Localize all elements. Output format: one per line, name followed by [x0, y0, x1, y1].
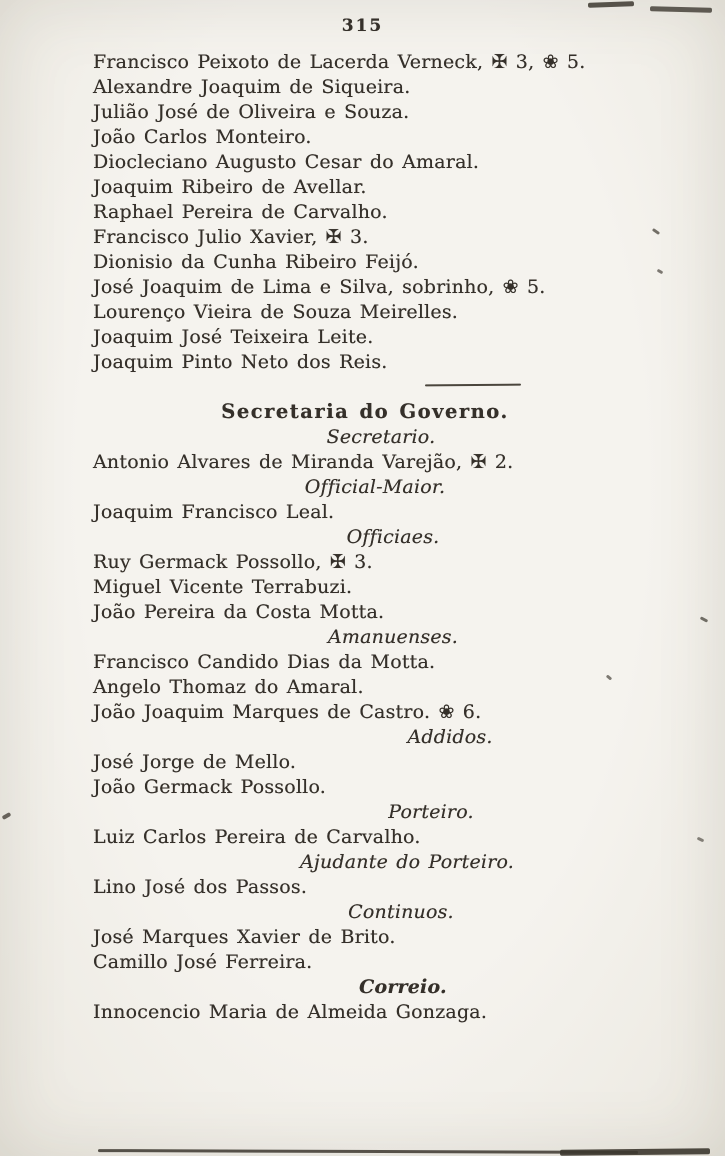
roster-list [85, 50, 645, 375]
list-entry: Miguel Vicente Terrabuzi. [93, 576, 353, 598]
list-entry: Luiz Carlos Pereira de Carvalho. [93, 826, 421, 848]
scan-artifact-bottom-edge [98, 1149, 638, 1154]
list-entry: Camillo José Ferreira. [93, 951, 313, 973]
scan-artifact-top-dash [650, 6, 712, 13]
list-entry: João Carlos Monteiro. [93, 126, 312, 148]
section-divider-rule [425, 384, 521, 387]
scan-artifact-bottom-edge [560, 1148, 710, 1156]
list-entry: Lino José dos Passos. [93, 876, 308, 898]
scan-artifact-margin-tick [652, 228, 660, 235]
scan-artifact-margin-tick [697, 837, 705, 843]
list-entry: José Jorge de Mello. [93, 751, 297, 773]
subsection-heading: Porteiro. [388, 801, 474, 823]
subsection-heading: Continuos. [348, 901, 454, 923]
list-entry: Francisco Julio Xavier, ✠ 3. [93, 226, 369, 248]
list-entry: Angelo Thomaz do Amaral. [93, 676, 364, 698]
list-entry: Ruy Germack Possollo, ✠ 3. [93, 551, 373, 573]
list-entry: Francisco Peixoto de Lacerda Verneck, ✠ 3, ❀ 5. [93, 51, 586, 73]
list-entry: João Pereira da Costa Motta. [93, 601, 385, 623]
list-entry: Dionisio da Cunha Ribeiro Feijó. [93, 251, 419, 273]
list-entry: Lourenço Vieira de Souza Meirelles. [93, 301, 459, 323]
list-entry: José Marques Xavier de Brito. [93, 926, 396, 948]
list-entry: Julião José de Oliveira e Souza. [93, 101, 410, 123]
subsection-heading: Official-Maior. [304, 476, 446, 498]
scan-artifact-margin-tick [2, 812, 12, 820]
scan-artifact-top-dash [588, 1, 634, 8]
subsection-heading: Ajudante do Porteiro. [299, 851, 515, 873]
list-entry: Raphael Pereira de Carvalho. [93, 201, 388, 223]
list-entry: Antonio Alvares de Miranda Varejão, ✠ 2. [93, 451, 514, 473]
list-entry: Francisco Candido Dias da Motta. [93, 651, 436, 673]
list-entry: João Germack Possollo. [93, 776, 326, 798]
list-entry: Joaquim Pinto Neto dos Reis. [93, 351, 388, 373]
list-entry: Joaquim José Teixeira Leite. [93, 326, 374, 348]
subsection-heading: Addidos. [407, 726, 493, 748]
scan-artifact-margin-tick [657, 269, 664, 275]
section-title: Secretaria do Governo. [221, 400, 509, 423]
page-content [85, 50, 645, 1025]
list-entry: José Joaquim de Lima e Silva, sobrinho, ❀ 5. [93, 276, 546, 298]
list-entry: Diocleciano Augusto Cesar do Amaral. [93, 151, 480, 173]
subsection-heading: Officiaes. [346, 526, 440, 548]
list-entry: Joaquim Francisco Leal. [93, 501, 335, 523]
list-entry: Joaquim Ribeiro de Avellar. [93, 176, 367, 198]
subsection-heading: Secretario. [326, 426, 436, 448]
scan-artifact-margin-tick [700, 616, 708, 622]
subsection-heading: Amanuenses. [327, 626, 458, 648]
list-entry: João Joaquim Marques de Castro. ❀ 6. [93, 701, 482, 723]
list-entry: Alexandre Joaquim de Siqueira. [93, 76, 411, 98]
list-entry: Innocencio Maria de Almeida Gonzaga. [93, 1001, 488, 1023]
page-number: 315 [341, 16, 384, 36]
secretaria-section [85, 398, 645, 1025]
subsection-heading: Correio. [359, 976, 447, 998]
